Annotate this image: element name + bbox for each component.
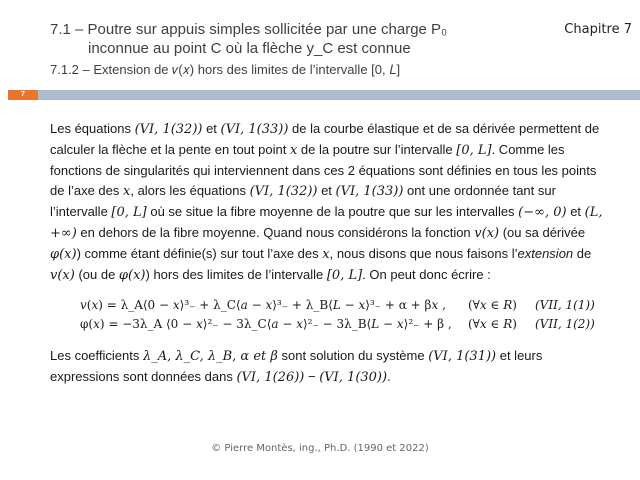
equation-ref: (𝑉𝐼, 1(32)) <box>134 122 203 137</box>
emphasis: extension <box>517 246 574 261</box>
math-var: 𝑥 <box>322 247 330 262</box>
text-run: où se situe la fibre moyenne de la poutre que sur les intervalles <box>146 204 519 219</box>
math-var: 𝑥 <box>123 184 131 199</box>
formula-expression: 𝑣(𝑥) = λ_A⟨0 − 𝑥⟩³₋ + λ_C⟨𝑎 − 𝑥⟩³₋ + λ_B⟨𝐿 − 𝑥⟩³₋ + α + β𝑥 , <box>80 298 446 312</box>
text-run: , alors les équations <box>130 183 250 198</box>
math-interval: (𝐿, +∞) <box>50 205 603 241</box>
title-line-1: 7.1 – Poutre sur appuis simples sollicitée par une charge P₀ <box>50 21 448 38</box>
formula-row <box>80 296 620 315</box>
formula-condition: (∀𝑥 ∈ 𝑅) <box>468 317 517 331</box>
text-run: sont solution du système <box>277 348 429 363</box>
formula-condition: (∀𝑥 ∈ 𝑅) <box>468 298 517 312</box>
text-run: de la poutre sur l’intervalle <box>297 142 457 157</box>
math-function: 𝑣(𝑥) <box>474 226 500 241</box>
text-run: et <box>202 121 221 136</box>
text-run: , nous disons que nous faisons l’ <box>329 246 518 261</box>
text-run: (ou de <box>74 267 119 282</box>
math-interval: [0, 𝐿] <box>456 143 492 158</box>
section-subtitle: 7.1.2 – Extension de 𝑣(𝑥) hors des limites de l’intervalle [0, 𝐿] <box>50 62 401 77</box>
text-run: Les coefficients <box>50 348 143 363</box>
header-rule <box>38 90 640 100</box>
math-interval: (−∞, 0) <box>518 205 567 220</box>
math-function: 𝜑(𝑥) <box>118 268 146 283</box>
equation-ref: (𝑉𝐼, 1(32)) <box>249 184 318 199</box>
coefficient-list: λ_A, λ_C, λ_B, α et β <box>142 349 278 364</box>
text-run: de la courbe élastique et de sa dérivée permettent de calculer la flèche et la pente en tout point <box>50 121 600 157</box>
equation-ref: (𝑉𝐼, 1(33)) <box>335 184 404 199</box>
text-run: ont une ordonnée tant sur l’intervalle <box>50 183 556 219</box>
equation-ref: (𝑉𝐼, 1(33)) <box>220 122 289 137</box>
text-run: (ou sa dérivée <box>499 225 586 240</box>
chapter-label: Chapitre 7 <box>564 22 632 37</box>
formula-reference: (𝑉𝐼𝐼, 1(2)) <box>535 317 595 331</box>
math-interval: [0, 𝐿] <box>326 268 363 283</box>
math-interval: [0, 𝐿] <box>111 205 147 220</box>
text-run: . Comme les fonctions de singularités qui interviennent dans ces 2 équations sont définies en tous les points de l’axe des <box>50 142 597 198</box>
text-run: . <box>387 369 391 384</box>
slide-number: 7 <box>8 90 38 100</box>
math-function: 𝜑(𝑥) <box>50 247 77 262</box>
text-run: en dehors de la fibre moyenne. Quand nous considérons la fonction <box>76 225 475 240</box>
text-run: ) comme étant définie(s) sur tout l’axe des <box>76 246 323 261</box>
text-run: et <box>566 204 585 219</box>
formula-reference: (𝑉𝐼𝐼, 1(1)) <box>535 298 595 312</box>
text-run: − <box>304 369 320 384</box>
coefficients-paragraph <box>50 346 605 388</box>
equation-ref: (𝑉𝐼, 1(30)) <box>319 370 388 385</box>
formula-block <box>80 296 620 334</box>
slide-title <box>50 20 520 58</box>
text-run: . On peut donc écrire : <box>362 267 491 282</box>
equation-ref: (𝑉𝐼, 1(31)) <box>428 349 497 364</box>
equation-ref: (𝑉𝐼, 1(26)) <box>236 370 305 385</box>
copyright-footer: © Pierre Montès, ing., Ph.D. (1990 et 2022) <box>211 443 429 454</box>
formula-row <box>80 315 620 334</box>
math-var: 𝑥 <box>289 143 298 158</box>
text-run: et <box>317 183 336 198</box>
text-run: et leurs expressions sont données dans <box>50 348 543 384</box>
text-run: Les équations <box>50 121 135 136</box>
main-paragraph <box>50 119 605 286</box>
formula-expression: φ(𝑥) = −3λ_A ⟨0 − 𝑥⟩²₋ − 3λ_C⟨𝑎 − 𝑥⟩²₋ − 3λ_B⟨𝐿 − 𝑥⟩²₋ + β , <box>80 317 452 331</box>
text-run: ) hors des limites de l’intervalle <box>145 267 327 282</box>
text-run: de <box>573 246 592 261</box>
title-line-2: inconnue au point C où la flèche y_C est connue <box>88 40 411 57</box>
math-function: 𝑣(𝑥) <box>50 268 75 283</box>
